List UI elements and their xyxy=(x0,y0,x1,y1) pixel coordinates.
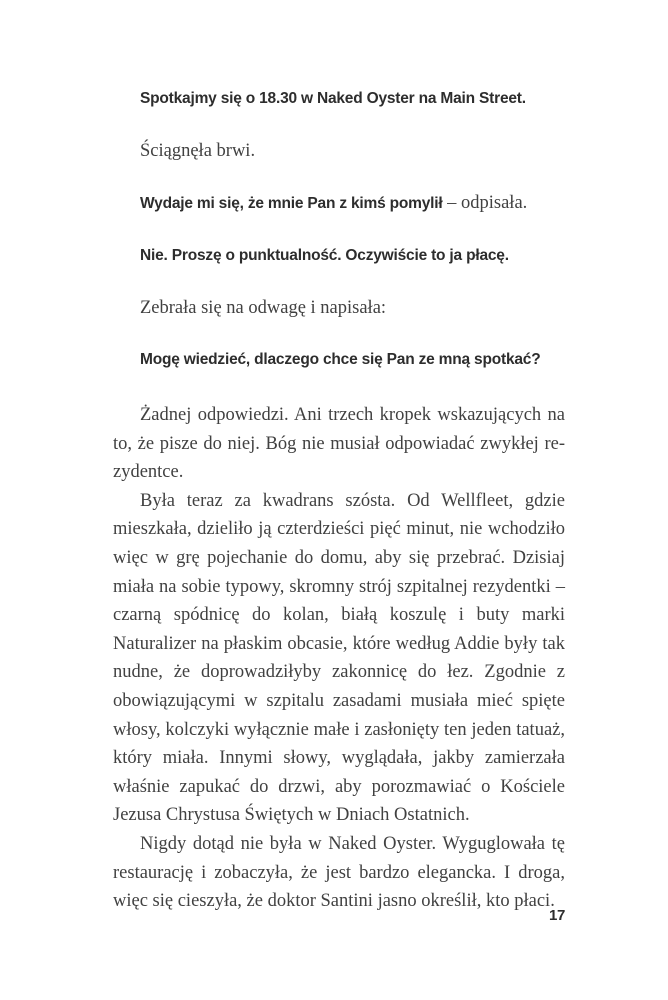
sms-message-3: Nie. Proszę o punktualność. Oczywiście to ja płacę. xyxy=(140,247,509,264)
reply-attribution-text: – odpisała. xyxy=(442,193,528,213)
narration-line-1: Ściągnęła brwi. xyxy=(140,141,256,161)
sms-message-2-text: Wydaje mi się, że mnie Pan z kimś pomylił xyxy=(140,195,443,212)
page-number: 17 xyxy=(549,907,566,924)
sms-message-1: Spotkajmy się o 18.30 w Naked Oyster na Main Street. xyxy=(140,90,526,107)
body-paragraph-2: Była teraz za kwadrans szósta. Od Wellfleet, gdzie mieszkała, dzieliło ją czterdzieści pięć minut, nie wchodziło więc w grę pojechanie do domu, aby się przebrać. Dzisiaj miała na sobie typowy, skromny strój szpitalnej rezydentki – czarną spódnicę do kolan, białą koszulę i buty marki Naturalizer na płaskim obcasie, które według Addie były tak nudne, że doprowadziłyby zakonnicę do łez. Zgodnie z obowiązującymi w szpitalu zasadami musiała mieć spięte włosy, kolczyki wyłącznie małe i zasłonięty ten jeden tatuaż, który miała. Innymi słowy, wyglądała, jakby zamierzała właśnie zapukać do drzwi, aby porozmawiać o Kościele Jezusa Chrystusa Świętych w Dniach Ostatnich. xyxy=(113,490,565,826)
sms-message-4: Mogę wiedzieć, dlaczego chce się Pan ze mną spotkać? xyxy=(140,351,541,368)
sms-message-2-with-reply xyxy=(140,192,565,215)
text-column xyxy=(113,88,565,916)
body-paragraph-1: Żadnej odpowiedzi. Ani trzech kropek wskazujących na to, że pisze do niej. Bóg nie musiał odpowiadać zwykłej rezydentce. xyxy=(113,405,565,483)
body-paragraph-3: Nigdy dotąd nie była w Naked Oyster. Wyguglowała tę restaurację i zobaczyła, że jest bardzo elegancka. I droga, więc się cieszyła, że doktor Santini jasno określił, kto płaci. xyxy=(113,833,565,912)
narration-line-2: Zebrała się na odwagę i napisała: xyxy=(140,298,387,318)
